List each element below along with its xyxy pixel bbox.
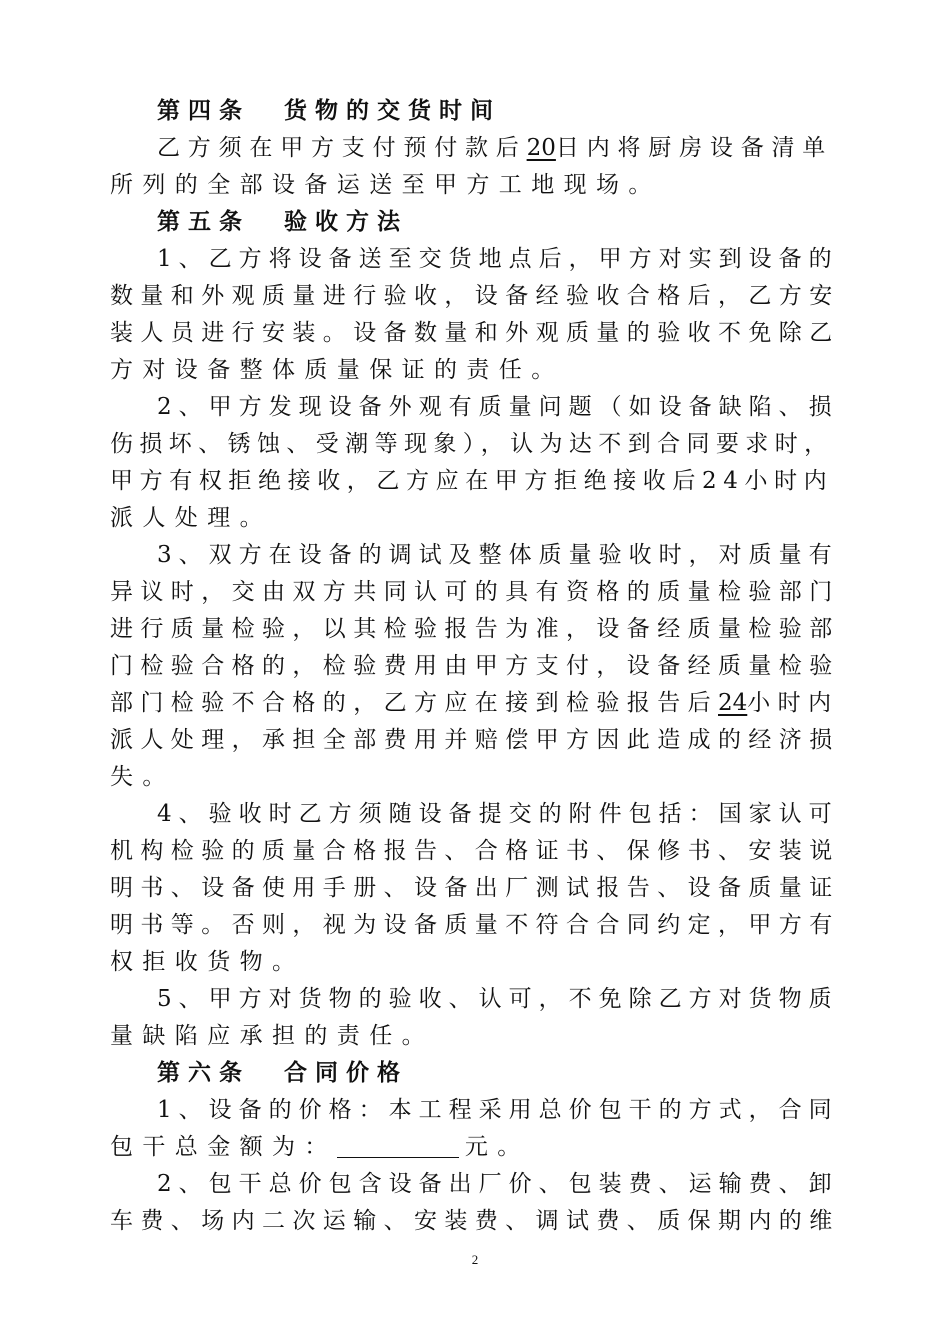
paragraph-line: 1、设备的价格：本工程采用总价包干的方式，合同 — [157, 1097, 839, 1123]
paragraph-line: 2、包干总价包含设备出厂价、包装费、运输费、卸 — [157, 1171, 839, 1197]
article-number: 第五条 — [157, 208, 250, 235]
paragraph-line: 门检验合格的，检验费用由甲方支付，设备经质量检验 — [110, 653, 840, 679]
paragraph-line: 装人员进行安装。设备数量和外观质量的验收不免除乙 — [110, 320, 840, 346]
paragraph-line: 异议时，交由双方共同认可的具有资格的质量检验部门 — [110, 579, 840, 605]
paragraph-line: 2、甲方发现设备外观有质量问题（如设备缺陷、损 — [157, 394, 839, 420]
paragraph-line: 车费、场内二次运输、安装费、调试费、质保期内的维 — [110, 1208, 840, 1234]
paragraph-line: 4、验收时乙方须随设备提交的附件包括：国家认可 — [157, 801, 839, 827]
article-title: 货物的交货时间 — [284, 97, 501, 124]
article-number: 第四条 — [157, 97, 250, 124]
article-4-heading — [157, 94, 840, 128]
paragraph-line: 包干总金额为： 元。 — [110, 1134, 530, 1160]
amount-blank-field[interactable] — [337, 1135, 459, 1158]
article-6-heading — [157, 1056, 840, 1090]
paragraph-line: 明书等。否则，视为设备质量不符合合同约定，甲方有 — [110, 912, 840, 938]
paragraph-line: 所列的全部设备运送至甲方工地现场。 — [110, 172, 661, 198]
days-value: 20 — [526, 135, 556, 161]
paragraph-line: 数量和外观质量进行验收，设备经验收合格后，乙方安 — [110, 283, 840, 309]
article-number: 第六条 — [157, 1059, 250, 1086]
hours-value: 24 — [718, 690, 748, 716]
paragraph-line: 方对设备整体质量保证的责任。 — [110, 357, 564, 383]
article-5-heading — [157, 205, 840, 239]
paragraph-line: 部门检验不合格的，乙方应在接到检验报告后24小时内 — [110, 690, 839, 716]
paragraph-line: 伤损坏、锈蚀、受潮等现象），认为达不到合同要求时， — [110, 431, 834, 457]
paragraph-line: 机构检验的质量合格报告、合格证书、保修书、安装说 — [110, 838, 840, 864]
paragraph-line: 失。 — [110, 764, 175, 790]
paragraph-line: 甲方有权拒绝接收，乙方应在甲方拒绝接收后24小时内 — [110, 468, 834, 494]
article-title: 验收方法 — [284, 208, 408, 235]
paragraph-line: 派人处理。 — [110, 505, 272, 531]
page-number: 2 — [471, 1252, 479, 1267]
paragraph-line: 5、甲方对货物的验收、认可，不免除乙方对货物质 — [157, 986, 839, 1012]
paragraph-line: 乙方须在甲方支付预付款后20日内将厨房设备清单 — [157, 135, 834, 161]
paragraph-line: 进行质量检验，以其检验报告为准，设备经质量检验部 — [110, 616, 840, 642]
paragraph-line: 1、乙方将设备送至交货地点后，甲方对实到设备的 — [157, 246, 839, 272]
article-title: 合同价格 — [284, 1059, 408, 1086]
paragraph-line: 派人处理，承担全部费用并赔偿甲方因此造成的经济损 — [110, 727, 840, 753]
paragraph-line: 量缺陷应承担的责任。 — [110, 1023, 434, 1049]
paragraph-line: 3、双方在设备的调试及整体质量验收时，对质量有 — [157, 542, 839, 568]
paragraph-line: 明书、设备使用手册、设备出厂测试报告、设备质量证 — [110, 875, 840, 901]
paragraph-line: 权拒收货物。 — [110, 949, 305, 975]
